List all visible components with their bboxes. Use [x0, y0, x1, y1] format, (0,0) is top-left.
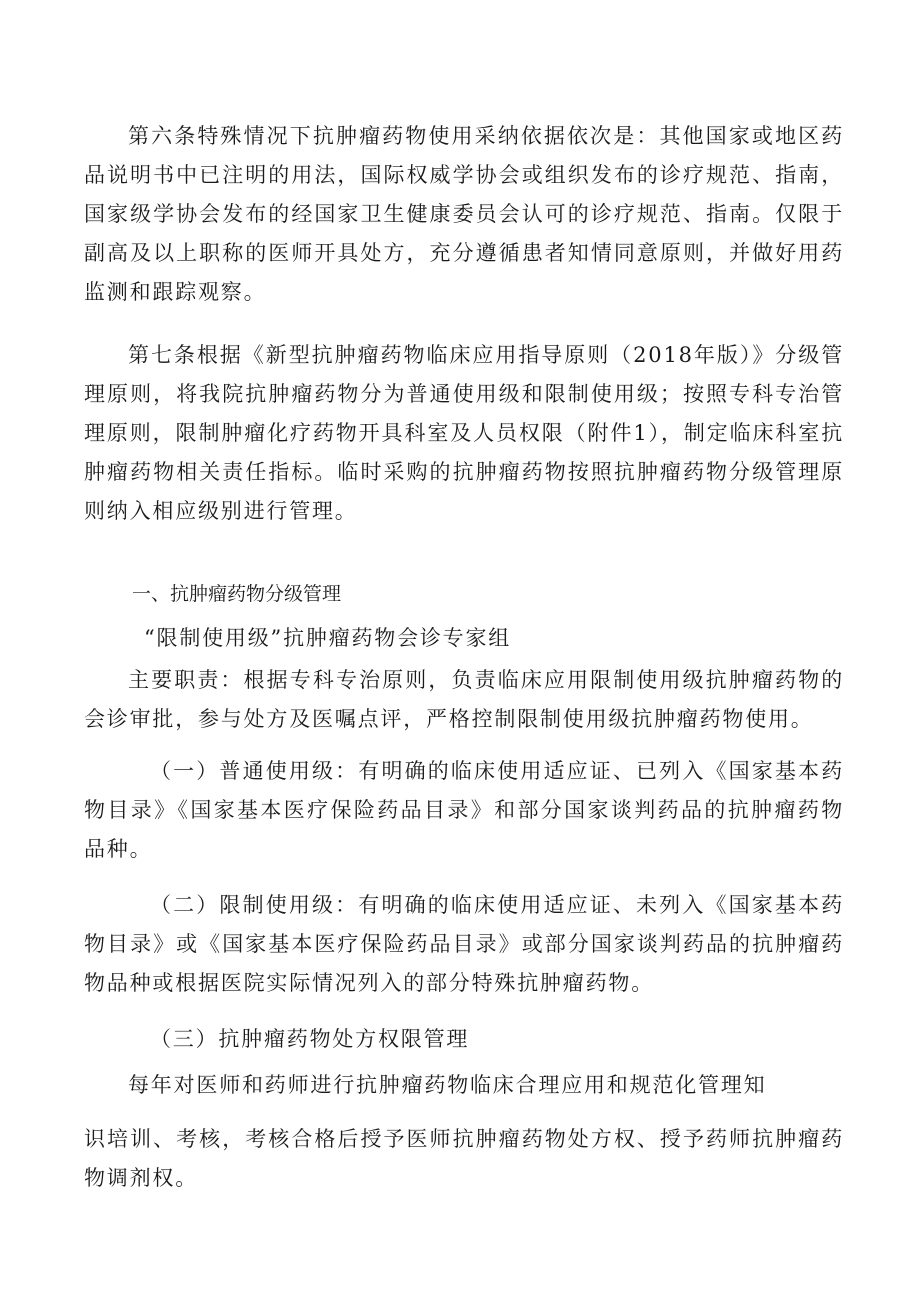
item-3-heading: （三）抗肿瘤药物处方权限管理: [150, 1027, 470, 1051]
item-2-paragraph: （二）限制使用级：有明确的临床使用适应证、未列入《国家基本药物目录》或《国家基本医疗保险药品目录》或部分国家谈判药品的抗肿瘤药物品种或根据医院实际情况列入的部分特殊抗肿瘤药物。: [84, 893, 844, 995]
item-1-paragraph: （一）普通使用级：有明确的临床使用适应证、已列入《国家基本药物目录》《国家基本医疗保险药品目录》和部分国家谈判药品的抗肿瘤药物品种。: [84, 759, 844, 861]
article-7-paragraph: 第七条根据《新型抗肿瘤药物临床应用指导原则（2018年版）》分级管理原则，将我院抗肿瘤药物分为普通使用级和限制使用级；按照专科专治管理原则，限制肿瘤化疗药物开具科室及人员权限（附件1），制定临床科室抗肿瘤药物相关责任指标。临时采购的抗肿瘤药物按照抗肿瘤药物分级管理原则纳入相应级别进行管理。: [84, 343, 844, 523]
training-line-1: 每年对医师和药师进行抗肿瘤药物临床合理应用和规范化管理知: [128, 1073, 767, 1097]
duties-paragraph: 主要职责：根据专科专治原则，负责临床应用限制使用级抗肿瘤药物的会诊审批，参与处方及医嘱点评，严格控制限制使用级抗肿瘤药物使用。: [84, 668, 844, 731]
training-paragraph-rest: 识培训、考核，考核合格后授予医师抗肿瘤药物处方权、授予药师抗肿瘤药物调剂权。: [84, 1127, 844, 1190]
section-1-heading: 一、抗肿瘤药物分级管理: [132, 583, 342, 605]
expert-group-title: “限制使用级”抗肿瘤药物会诊专家组: [144, 626, 512, 650]
article-6-paragraph: 第六条特殊情况下抗肿瘤药物使用采纳依据依次是：其他国家或地区药品说明书中已注明的用法，国际权威学协会或组织发布的诊疗规范、指南，国家级学协会发布的经国家卫生健康委员会认可的诊疗规范、指南。仅限于副高及以上职称的医师开具处方，充分遵循患者知情同意原则，并做好用药监测和跟踪观察。: [84, 124, 844, 304]
